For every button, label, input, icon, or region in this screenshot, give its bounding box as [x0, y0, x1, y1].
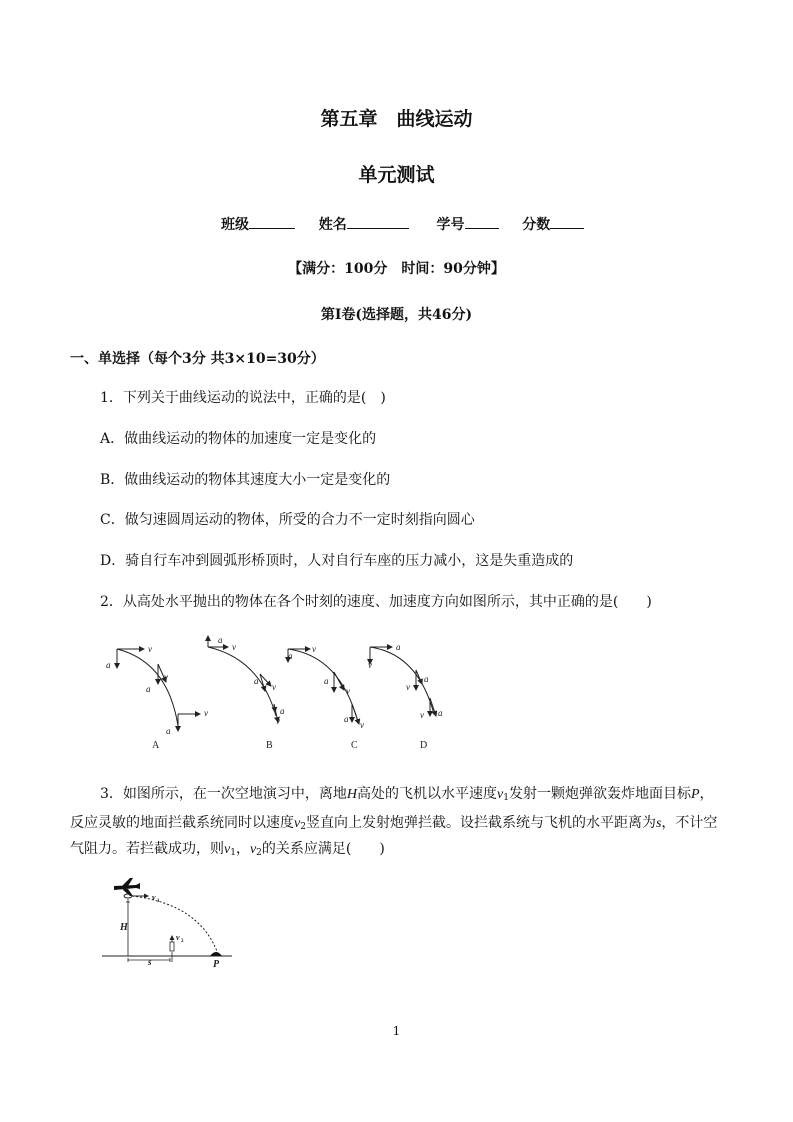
fig-a-label-v1: v: [148, 644, 152, 654]
q1-option-a: A．做曲线运动的物体的加速度一定是变化的: [100, 431, 377, 447]
name-label: 姓名: [318, 217, 347, 233]
fig-b-label-a3: a: [280, 706, 285, 716]
fig-b-label-a1: a: [218, 635, 223, 645]
target-icon: [210, 952, 222, 956]
chapter-title: 第五章 曲线运动: [320, 108, 473, 130]
fig-d-label-a1: a: [396, 642, 401, 652]
class-label: 班级: [221, 217, 249, 233]
q3-line3: 气阻力。若拦截成功，则$v_1$，$v_2$的关系应满足( ): [70, 841, 385, 858]
fig-c-label-v2: v: [346, 686, 350, 696]
fig-label-v2-sub: 2: [181, 939, 184, 944]
q1-option-d: D．骑自行车冲到圆弧形桥顶时，人对自行车座的压力减小，这是失重造成的: [100, 553, 574, 569]
score-label: 分数: [522, 217, 551, 233]
fig-c-label-a1: a: [288, 651, 293, 661]
bomb-trajectory: [132, 896, 218, 954]
figure-label-d: D: [420, 740, 428, 751]
figure-label-a: A: [152, 740, 160, 751]
student-info-line: [221, 214, 584, 234]
q1-stem: 1．下列关于曲线运动的说法中，正确的是( ): [100, 390, 386, 406]
fig-d-label-a2: a: [424, 674, 429, 684]
fig-label-h: H: [120, 922, 128, 933]
part-title: 第Ⅰ卷(选择题，共46分): [320, 307, 473, 323]
fig-a-label-a1: a: [106, 660, 111, 670]
score-field[interactable]: [550, 215, 584, 229]
fig-a-label-v3: v: [204, 708, 208, 718]
fig-label-s: s: [148, 957, 152, 967]
fig-label-v1-sub: 1: [157, 899, 160, 904]
fig-label-v1: v: [152, 893, 156, 902]
fig-d-label-v1: v: [368, 660, 372, 670]
q1-option-b: B．做曲线运动的物体其速度大小一定是变化的: [100, 472, 391, 488]
fig-d-label-a3: a: [438, 708, 443, 718]
fig-a-label-v2: v: [164, 672, 168, 682]
fig-label-p: P: [213, 959, 220, 970]
section-heading: 一、单选择（每个3分 共3×10=30分）: [70, 351, 325, 367]
fig-c-label-a3: a: [344, 714, 349, 724]
fig-b-label-v2: v: [272, 682, 276, 692]
q1-option-c: C．做匀速圆周运动的物体，所受的合力不一定时刻指向圆心: [100, 512, 475, 528]
figure-label-b: B: [266, 740, 273, 751]
unit-test-title: 单元测试: [358, 164, 435, 186]
q2-stem: 2．从高处水平抛出的物体在各个时刻的速度、加速度方向如图所示，其中正确的是( ): [100, 594, 652, 610]
airplane-icon: [114, 878, 140, 896]
q2-figure: [100, 634, 460, 754]
fig-d-label-v3: v: [420, 710, 424, 720]
interceptor-icon: [170, 942, 174, 951]
fig-b-label-v3: v: [276, 716, 280, 726]
figure-label-c: C: [351, 740, 358, 751]
fig-b-label-v1: v: [232, 642, 236, 652]
fig-a-label-a2: a: [146, 684, 151, 694]
fig-c-label-v1: v: [312, 644, 316, 654]
fig-d-label-v2: v: [406, 682, 410, 692]
trajectory-b: [208, 647, 276, 716]
fig-label-v2: v: [176, 933, 180, 942]
fig-c-label-v3: v: [360, 720, 364, 730]
page-number: 1: [392, 1024, 401, 1038]
q3-line1: 3．如图所示，在一次空地演习中，离地H高处的飞机以水平速度$v_1$发射一颗炮弹欲轰炸地面目标P，: [100, 786, 714, 803]
exam-info: 【满分：100分 时间：90分钟】: [288, 261, 505, 277]
id-label: 学号: [436, 217, 465, 233]
fig-a-label-a3: a: [166, 726, 171, 736]
fig-c-label-a2: a: [324, 676, 329, 686]
class-field[interactable]: [249, 215, 295, 229]
id-field[interactable]: [465, 215, 499, 229]
name-field[interactable]: [347, 215, 409, 229]
q3-figure: [100, 874, 240, 970]
fig-b-label-a2: a: [254, 676, 259, 686]
q3-line2: 反应灵敏的地面拦截系统同时以速度$v_2$竖直向上发射炮弹拦截。设拦截系统与飞机的水平距离为s，不计空: [70, 815, 718, 832]
